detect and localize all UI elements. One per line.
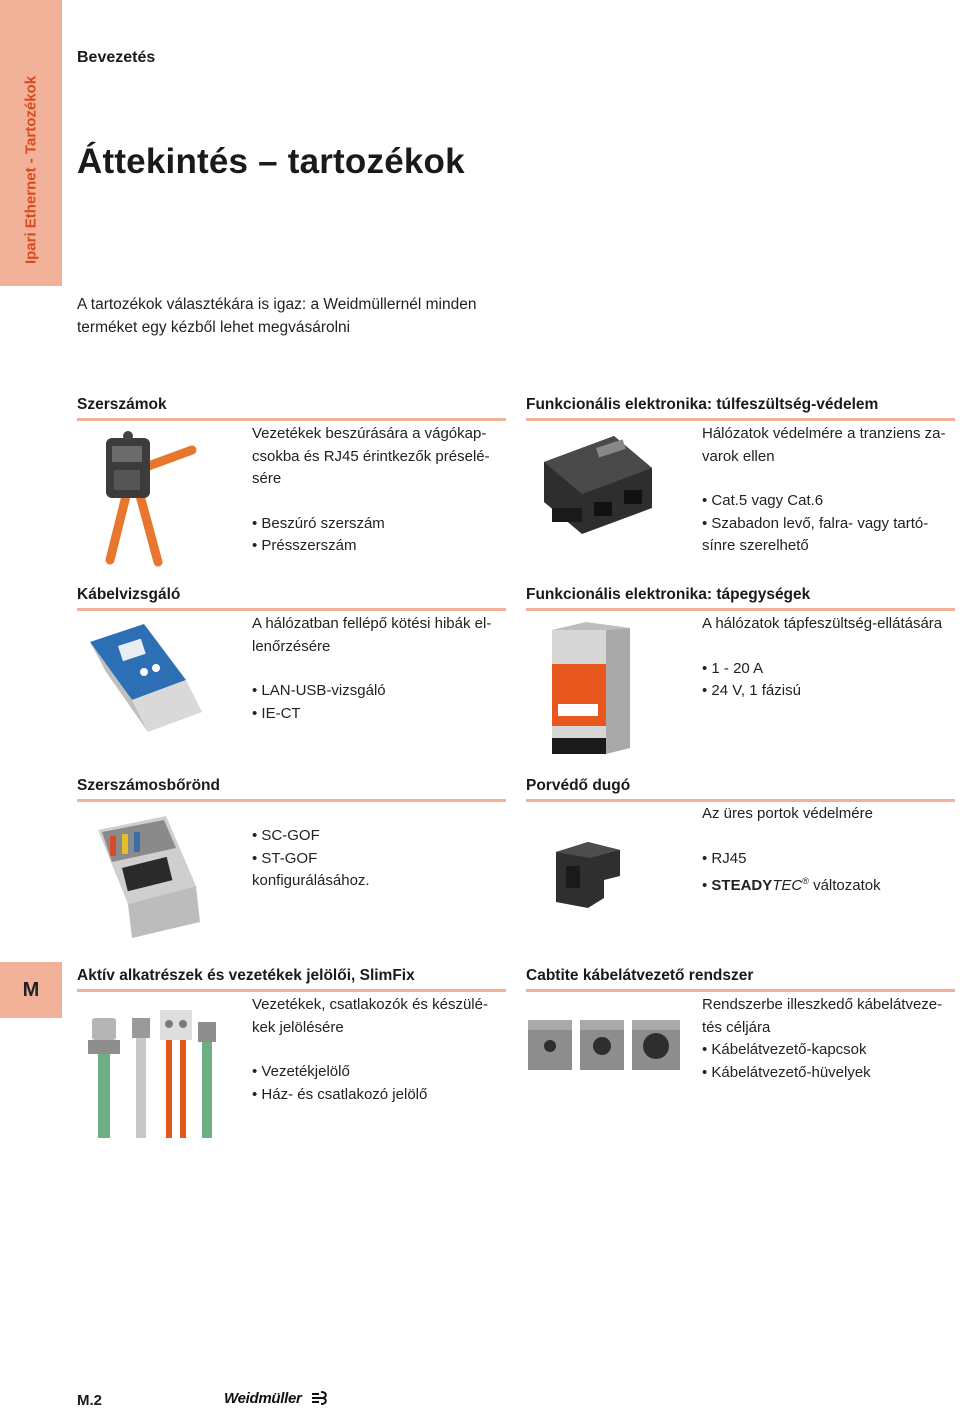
case-description — [252, 803, 512, 893]
registered-mark: ® — [802, 876, 809, 886]
marker-description — [252, 994, 512, 1106]
list-item: • SC-GOF — [252, 825, 512, 848]
text-line: lenőrzésére — [252, 637, 331, 655]
steadytec-suffix: változatok — [808, 877, 881, 894]
list-item: • ST-GOF — [252, 848, 512, 871]
tool-case-image — [92, 812, 202, 940]
crimping-tool-image — [88, 428, 198, 568]
page-kicker: Bevezetés — [77, 49, 156, 66]
list-item: • 24 V, 1 fázisú — [702, 680, 958, 703]
bullet-list — [702, 1039, 958, 1084]
bullet-list — [702, 848, 958, 898]
section-title: Kábelvizsgáló — [77, 586, 506, 611]
text-line: sére — [252, 470, 282, 487]
bullet-list — [702, 658, 958, 703]
tools-description — [252, 423, 512, 558]
intro-text: A tartozékok választékára is igaz: a Weidmüllernél minden terméket egy kézből lehet megvásárolni — [77, 296, 477, 336]
section-cable-tester — [77, 586, 506, 611]
brand-logo: Weidmüller — [224, 1390, 302, 1407]
surge-description — [702, 423, 958, 558]
section-title: Aktív alkatrészek és vezetékek jelölői, SlimFix — [77, 967, 506, 992]
text-line: csokba és RJ45 érintkezők préselé- — [252, 447, 490, 465]
bullet-list — [252, 1061, 512, 1106]
chapter-side-tab-label: Ipari Ethernet - Tartozékok — [22, 75, 40, 265]
list-item: • IE-CT — [252, 703, 512, 726]
list-item: • 1 - 20 A — [702, 658, 958, 681]
section-tool-case — [77, 777, 506, 802]
section-dust-plug — [526, 777, 955, 802]
power-supply-image — [546, 620, 636, 758]
text-line: A hálózatok tápfeszültség-ellátására — [702, 615, 943, 632]
list-item: • RJ45 — [702, 848, 958, 871]
text-line: Vezetékek beszúrására a vágókap- — [252, 425, 487, 442]
text-line: tés céljára — [702, 1018, 771, 1036]
cable-markers-image — [80, 1004, 220, 1140]
text-line: Rendszerbe illeszkedő kábelátveze- — [702, 996, 943, 1013]
tester-description — [252, 613, 512, 725]
list-item: • Ház- és csatlakozó jelölő — [252, 1084, 512, 1107]
cable-tester-image — [84, 620, 208, 736]
list-item: • Vezetékjelölő — [252, 1061, 512, 1084]
text-line: A hálózatban fellépő kötési hibák el- — [252, 615, 492, 632]
text-line: Az üres portok védelmére — [702, 805, 873, 822]
steadytec-brand-a: STEADY — [711, 877, 773, 894]
bullet-list — [252, 825, 512, 870]
list-item: • Kábelátvezető-kapcsok — [702, 1039, 958, 1062]
section-cabtite — [526, 967, 955, 992]
section-surge-protection — [526, 396, 955, 421]
section-title: Szerszámosbőrönd — [77, 777, 506, 802]
dust-plug-description — [702, 803, 958, 898]
bullet-list — [252, 680, 512, 725]
text-line: Vezetékek, csatlakozók és készülé- — [252, 996, 488, 1013]
cabtite-description — [702, 994, 958, 1084]
chapter-side-tab — [0, 0, 62, 286]
brand-logo-mark-icon — [311, 1391, 329, 1405]
list-item-steadytec — [702, 870, 958, 898]
section-tools — [77, 396, 506, 421]
bullet-list — [702, 490, 958, 535]
section-letter-tab: M — [0, 962, 62, 1018]
text-line: kek jelölésére — [252, 1018, 344, 1036]
cable-entry-grommets-image — [526, 1014, 686, 1076]
section-title: Funkcionális elektronika: túlfeszültség-védelem — [526, 396, 955, 421]
list-item: • Szabadon levő, falra- vagy tartó- — [702, 513, 958, 536]
section-title: Szerszámok — [77, 396, 506, 421]
list-item: • Beszúró szerszám — [252, 513, 512, 536]
text-line: sínre szerelhető — [702, 537, 809, 554]
section-power-supplies — [526, 586, 955, 611]
page-number: M.2 — [77, 1392, 103, 1409]
page-title: Áttekintés – tartozékok — [77, 142, 465, 181]
dust-plug-image — [548, 836, 632, 914]
list-item: • Présszerszám — [252, 535, 512, 558]
bullet-list — [252, 513, 512, 558]
text-line: konfigurálásához. — [252, 872, 370, 889]
section-slimfix-markers — [77, 967, 506, 992]
text-line: varok ellen — [702, 447, 775, 465]
section-title: Porvédő dugó — [526, 777, 955, 802]
list-item: • Kábelátvezető-hüvelyek — [702, 1062, 958, 1085]
section-title: Cabtite kábelátvezető rendszer — [526, 967, 955, 992]
surge-protector-image — [536, 428, 660, 540]
section-title: Funkcionális elektronika: tápegységek — [526, 586, 955, 611]
steadytec-brand-b: TEC — [772, 877, 803, 894]
power-description — [702, 613, 958, 703]
list-item: • LAN-USB-vizsgáló — [252, 680, 512, 703]
text-line: Hálózatok védelmére a tranziens za- — [702, 425, 946, 442]
list-item: • Cat.5 vagy Cat.6 — [702, 490, 958, 513]
